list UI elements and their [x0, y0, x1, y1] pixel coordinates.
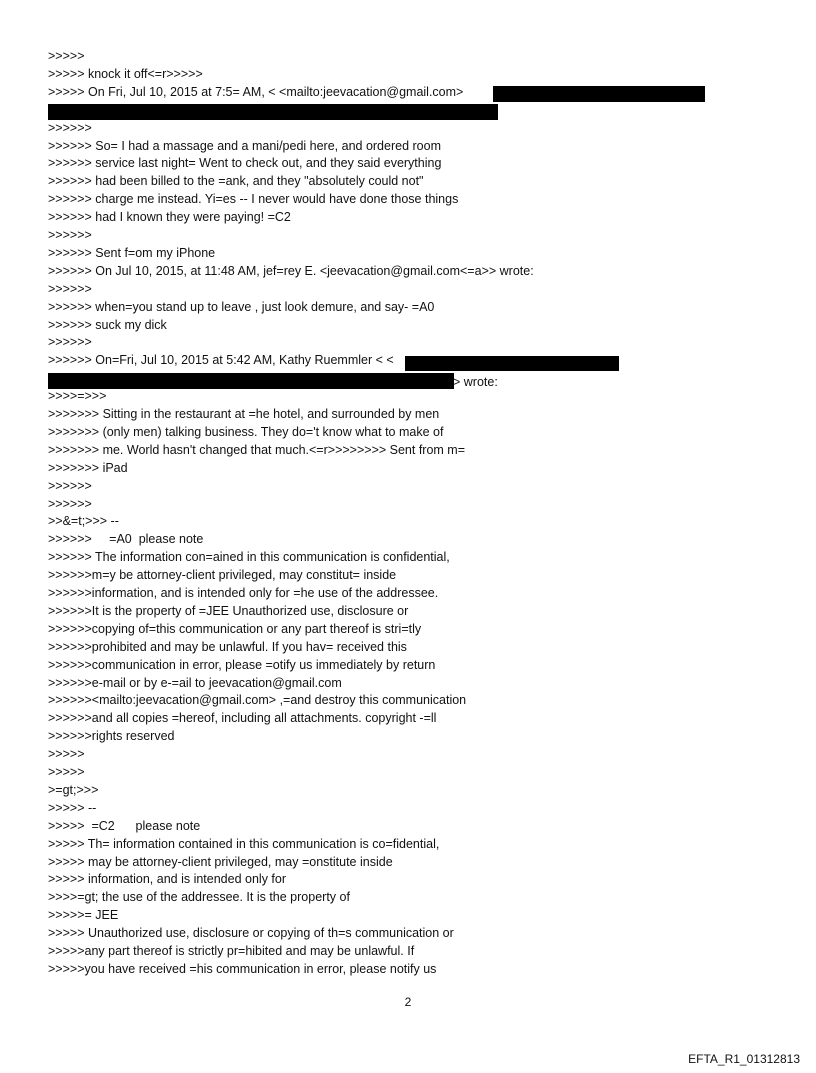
email-line: >>>>>>copying of=this communication or any part thereof is stri=tly [48, 621, 422, 636]
email-line: >>>>>= JEE [48, 908, 119, 923]
email-line: >>>>>>information, and is intended only for =he use of the addressee. [48, 586, 439, 600]
email-line: >>>>> information, and is intended only for [48, 872, 287, 887]
email-line: >>>>>> [48, 478, 92, 493]
email-line: >>>>>> The information con=ained in this communication is confidential, [48, 550, 450, 565]
email-line: >>>>> knock it off<=r>>>>> [48, 66, 203, 81]
email-line: >>>>>> had I known they were paying! =C2 [48, 210, 291, 225]
email-line: >>>>>> when=you stand up to leave , just look demure, and say- =A0 [48, 299, 435, 314]
email-line: >>>>> [48, 49, 85, 63]
email-line: >>>>> [48, 747, 85, 762]
email-line: >>>>>> On=Fri, Jul 10, 2015 at 5:42 AM, Kathy Ruemmler < < [48, 353, 394, 368]
email-line: >>>>>> Sent f=om my iPhone [48, 245, 216, 260]
email-line: >=gt;>>> [48, 782, 99, 797]
redaction-box [493, 86, 705, 102]
email-line: >>>>> =C2 please note [48, 818, 201, 833]
email-line: >>>>>> suck my dick [48, 317, 167, 332]
email-line: >>>>>> =A0 please note [48, 532, 204, 547]
wrote-label: > wrote: [453, 375, 498, 389]
email-line: >>>>>>rights reserved [48, 729, 175, 744]
email-line: >>>>>> [48, 120, 92, 135]
email-line: >>>>>> [48, 496, 92, 511]
redaction-box [48, 104, 498, 120]
email-line: >>>>>>> iPad [48, 460, 128, 475]
redaction-box [405, 356, 619, 371]
email-line: >>>>> Unauthorized use, disclosure or copying of th=s communication or [48, 926, 454, 941]
email-line: >>>>> -- [48, 800, 97, 815]
email-line: >>>>>>communication in error, please =otify us immediately by return [48, 657, 436, 672]
email-line: >>>>>>and all copies =hereof, including all attachments. copyright -=ll [48, 711, 437, 726]
email-line: >>>>>><mailto:jeevacation@gmail.com> ,=and destroy this communication [48, 693, 467, 708]
email-line: >>&=t;>>> -- [48, 514, 119, 529]
email-line: >>>>>>> (only men) talking business. They do='t know what to make of [48, 424, 444, 439]
email-line: >>>>>>It is the property of =JEE Unauthorized use, disclosure or [48, 603, 409, 618]
email-line: >>>>>>m=y be attorney-client privileged, may constitut= inside [48, 568, 397, 583]
redaction-box [48, 373, 454, 389]
email-line: >>>>=>>> [48, 389, 107, 404]
email-line: >>>>>> [48, 228, 92, 242]
email-line: >>>>>> On Jul 10, 2015, at 11:48 AM, jef=rey E. <jeevacation@gmail.com<=a>> wrote: [48, 263, 534, 278]
email-line: >>>>>> So= I had a massage and a mani/pedi here, and ordered room [48, 138, 441, 153]
email-line: >>>>>> service last night= Went to check out, and they said everything [48, 156, 442, 171]
email-line: >>>>>>e-mail or by e-=ail to jeevacation@gmail.com [48, 675, 342, 690]
email-line: >>>>>> charge me instead. Yi=es -- I never would have done those things [48, 192, 459, 207]
email-line: >>>>>>prohibited and may be unlawful. If you hav= received this [48, 639, 407, 654]
document-id-footer: EFTA_R1_01312813 [688, 1052, 800, 1066]
email-line: >>>>> Th= information contained in this communication is co=fidential, [48, 836, 440, 851]
email-line: >>>>>> [48, 281, 92, 296]
page-number: 2 [404, 995, 412, 1009]
email-line: >>>>>> [48, 335, 92, 350]
email-line: >>>>>you have received =his communication in error, please notify us [48, 961, 437, 976]
email-line: >>>>> may be attorney-client privileged, may =onstitute inside [48, 854, 393, 869]
email-line: >>>>>>> me. World hasn't changed that much.<=r>>>>>>>> Sent from m= [48, 442, 466, 457]
email-line: >>>>=gt; the use of the addressee. It is the property of [48, 890, 350, 905]
email-line: >>>>> [48, 765, 85, 779]
email-line: >>>>>> had been billed to the =ank, and they "absolutely could not" [48, 174, 424, 189]
email-line: >>>>>any part thereof is strictly pr=hibited and may be unlawful. If [48, 944, 415, 958]
email-line: >>>>>>> Sitting in the restaurant at =he hotel, and surrounded by men [48, 407, 440, 421]
email-line: >>>>> On Fri, Jul 10, 2015 at 7:5= AM, < <mailto:jeevacation@gmail.com> [48, 84, 464, 99]
